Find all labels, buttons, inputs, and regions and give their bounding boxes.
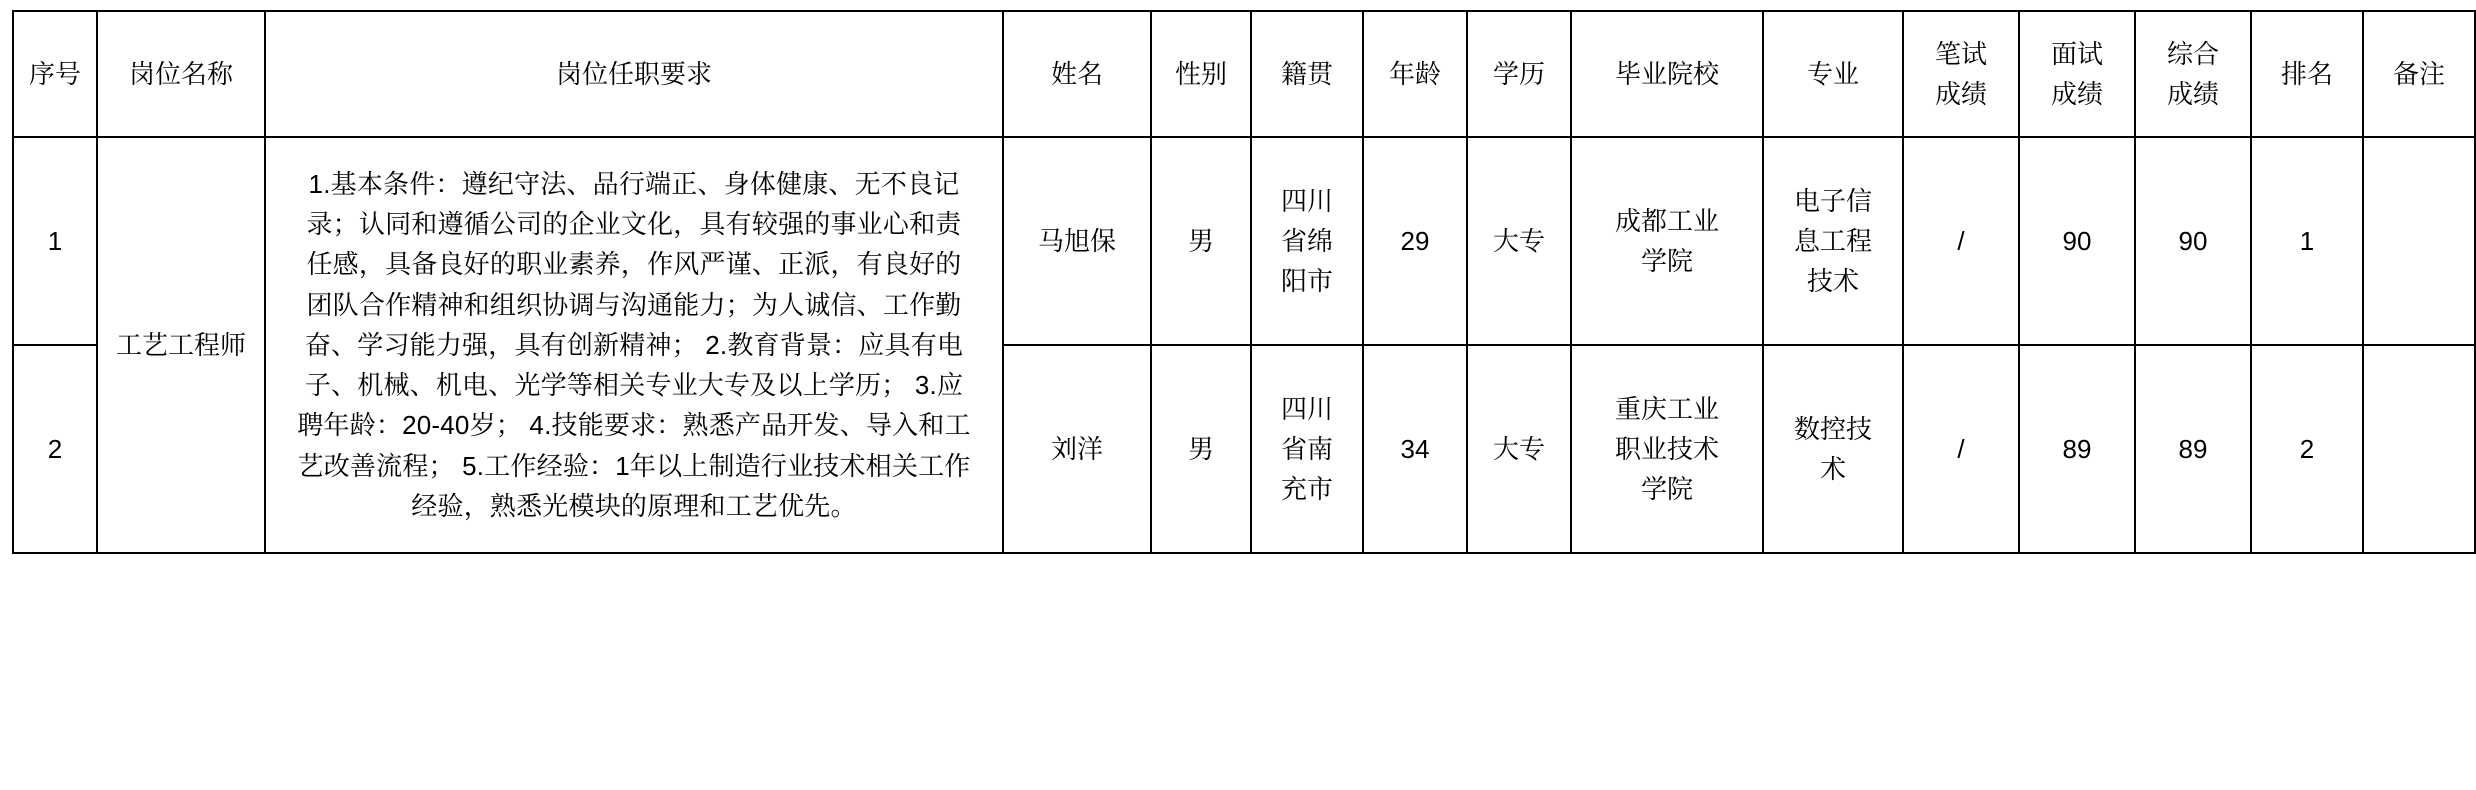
major-line: 数控技 xyxy=(1793,413,1872,444)
hometown-line: 四川 xyxy=(1280,393,1333,424)
cell-remark xyxy=(2363,137,2475,345)
cell-total-score: 89 xyxy=(2135,345,2251,553)
cell-name: 刘洋 xyxy=(1003,345,1151,553)
requirement-line: 艺改善流程； 5.工作经验：1年以上制造行业技术相关工作 xyxy=(297,450,971,481)
cell-major xyxy=(1763,137,1903,345)
cell-written-score: / xyxy=(1903,137,2019,345)
header-post-name: 岗位名称 xyxy=(97,11,265,137)
cell-gender: 男 xyxy=(1151,137,1251,345)
cell-age: 29 xyxy=(1363,137,1467,345)
cell-written-score: / xyxy=(1903,345,2019,553)
requirement-line: 任感，具备良好的职业素养，作风严谨、正派，有良好的 xyxy=(306,249,962,280)
hometown-line: 省绵 xyxy=(1280,225,1333,256)
cell-school xyxy=(1571,345,1763,553)
cell-education: 大专 xyxy=(1467,137,1571,345)
header-interview-score xyxy=(2019,11,2135,137)
header-requirements: 岗位任职要求 xyxy=(265,11,1003,137)
header-major: 专业 xyxy=(1763,11,1903,137)
cell-interview-score: 90 xyxy=(2019,137,2135,345)
table-header-row xyxy=(13,11,2475,137)
cell-interview-score: 89 xyxy=(2019,345,2135,553)
school-line: 重庆工业 xyxy=(1614,393,1719,424)
requirement-line: 聘年龄：20-40岁； 4.技能要求：熟悉产品开发、导入和工 xyxy=(297,410,971,441)
header-written-score-line2: 成绩 xyxy=(1934,79,1987,109)
cell-age: 34 xyxy=(1363,345,1467,553)
cell-total-score: 90 xyxy=(2135,137,2251,345)
recruitment-results-table xyxy=(12,10,2476,554)
header-total-score-line2: 成绩 xyxy=(2166,79,2219,109)
requirement-line: 1.基本条件：遵纪守法、品行端正、身体健康、无不良记 xyxy=(308,168,960,199)
requirement-line: 录；认同和遵循公司的企业文化，具有较强的事业心和责 xyxy=(306,208,962,239)
school-line: 学院 xyxy=(1640,474,1693,505)
hometown-line: 阳市 xyxy=(1280,266,1333,297)
header-hometown: 籍贯 xyxy=(1251,11,1363,137)
header-written-score-line1: 笔试 xyxy=(1934,38,1987,69)
header-rank: 排名 xyxy=(2251,11,2363,137)
school-line: 成都工业 xyxy=(1614,205,1719,236)
major-line: 术 xyxy=(1819,454,1846,484)
cell-rank: 1 xyxy=(2251,137,2363,345)
cell-requirements xyxy=(265,137,1003,553)
table-row xyxy=(13,137,2475,345)
requirement-line: 经验，熟悉光模块的原理和工艺优先。 xyxy=(411,491,857,522)
major-line: 息工程 xyxy=(1793,225,1872,256)
cell-rank: 2 xyxy=(2251,345,2363,553)
header-school: 毕业院校 xyxy=(1571,11,1763,137)
header-total-score-line1: 综合 xyxy=(2166,38,2219,69)
header-name: 姓名 xyxy=(1003,11,1151,137)
cell-gender: 男 xyxy=(1151,345,1251,553)
major-line: 技术 xyxy=(1806,266,1859,297)
header-age: 年龄 xyxy=(1363,11,1467,137)
header-interview-score-line2: 成绩 xyxy=(2050,79,2103,109)
cell-hometown xyxy=(1251,345,1363,553)
header-remark: 备注 xyxy=(2363,11,2475,137)
table-header xyxy=(13,11,2475,137)
cell-hometown xyxy=(1251,137,1363,345)
cell-index: 2 xyxy=(13,345,97,553)
header-interview-score-line1: 面试 xyxy=(2050,38,2103,69)
school-line: 职业技术 xyxy=(1614,433,1719,464)
header-total-score xyxy=(2135,11,2251,137)
table-body xyxy=(13,137,2475,553)
requirement-line: 团队合作精神和组织协调与沟通能力；为人诚信、工作勤 xyxy=(306,289,962,320)
hometown-line: 省南 xyxy=(1280,433,1333,464)
cell-remark xyxy=(2363,345,2475,553)
school-line: 学院 xyxy=(1640,246,1693,276)
hometown-line: 四川 xyxy=(1280,185,1333,216)
cell-name: 马旭保 xyxy=(1003,137,1151,345)
hometown-line: 充市 xyxy=(1280,474,1333,505)
cell-education: 大专 xyxy=(1467,345,1571,553)
cell-school xyxy=(1571,137,1763,345)
requirement-line: 奋、学习能力强，具有创新精神； 2.教育背景：应具有电 xyxy=(304,329,964,360)
header-written-score xyxy=(1903,11,2019,137)
cell-post-name: 工艺工程师 xyxy=(97,137,265,553)
header-index: 序号 xyxy=(13,11,97,137)
document-sheet xyxy=(0,10,2445,790)
requirement-line: 子、机械、机电、光学等相关专业大专及以上学历； 3.应 xyxy=(304,370,964,401)
major-line: 电子信 xyxy=(1793,185,1872,216)
cell-index: 1 xyxy=(13,137,97,345)
header-education: 学历 xyxy=(1467,11,1571,137)
header-gender: 性别 xyxy=(1151,11,1251,137)
cell-major xyxy=(1763,345,1903,553)
